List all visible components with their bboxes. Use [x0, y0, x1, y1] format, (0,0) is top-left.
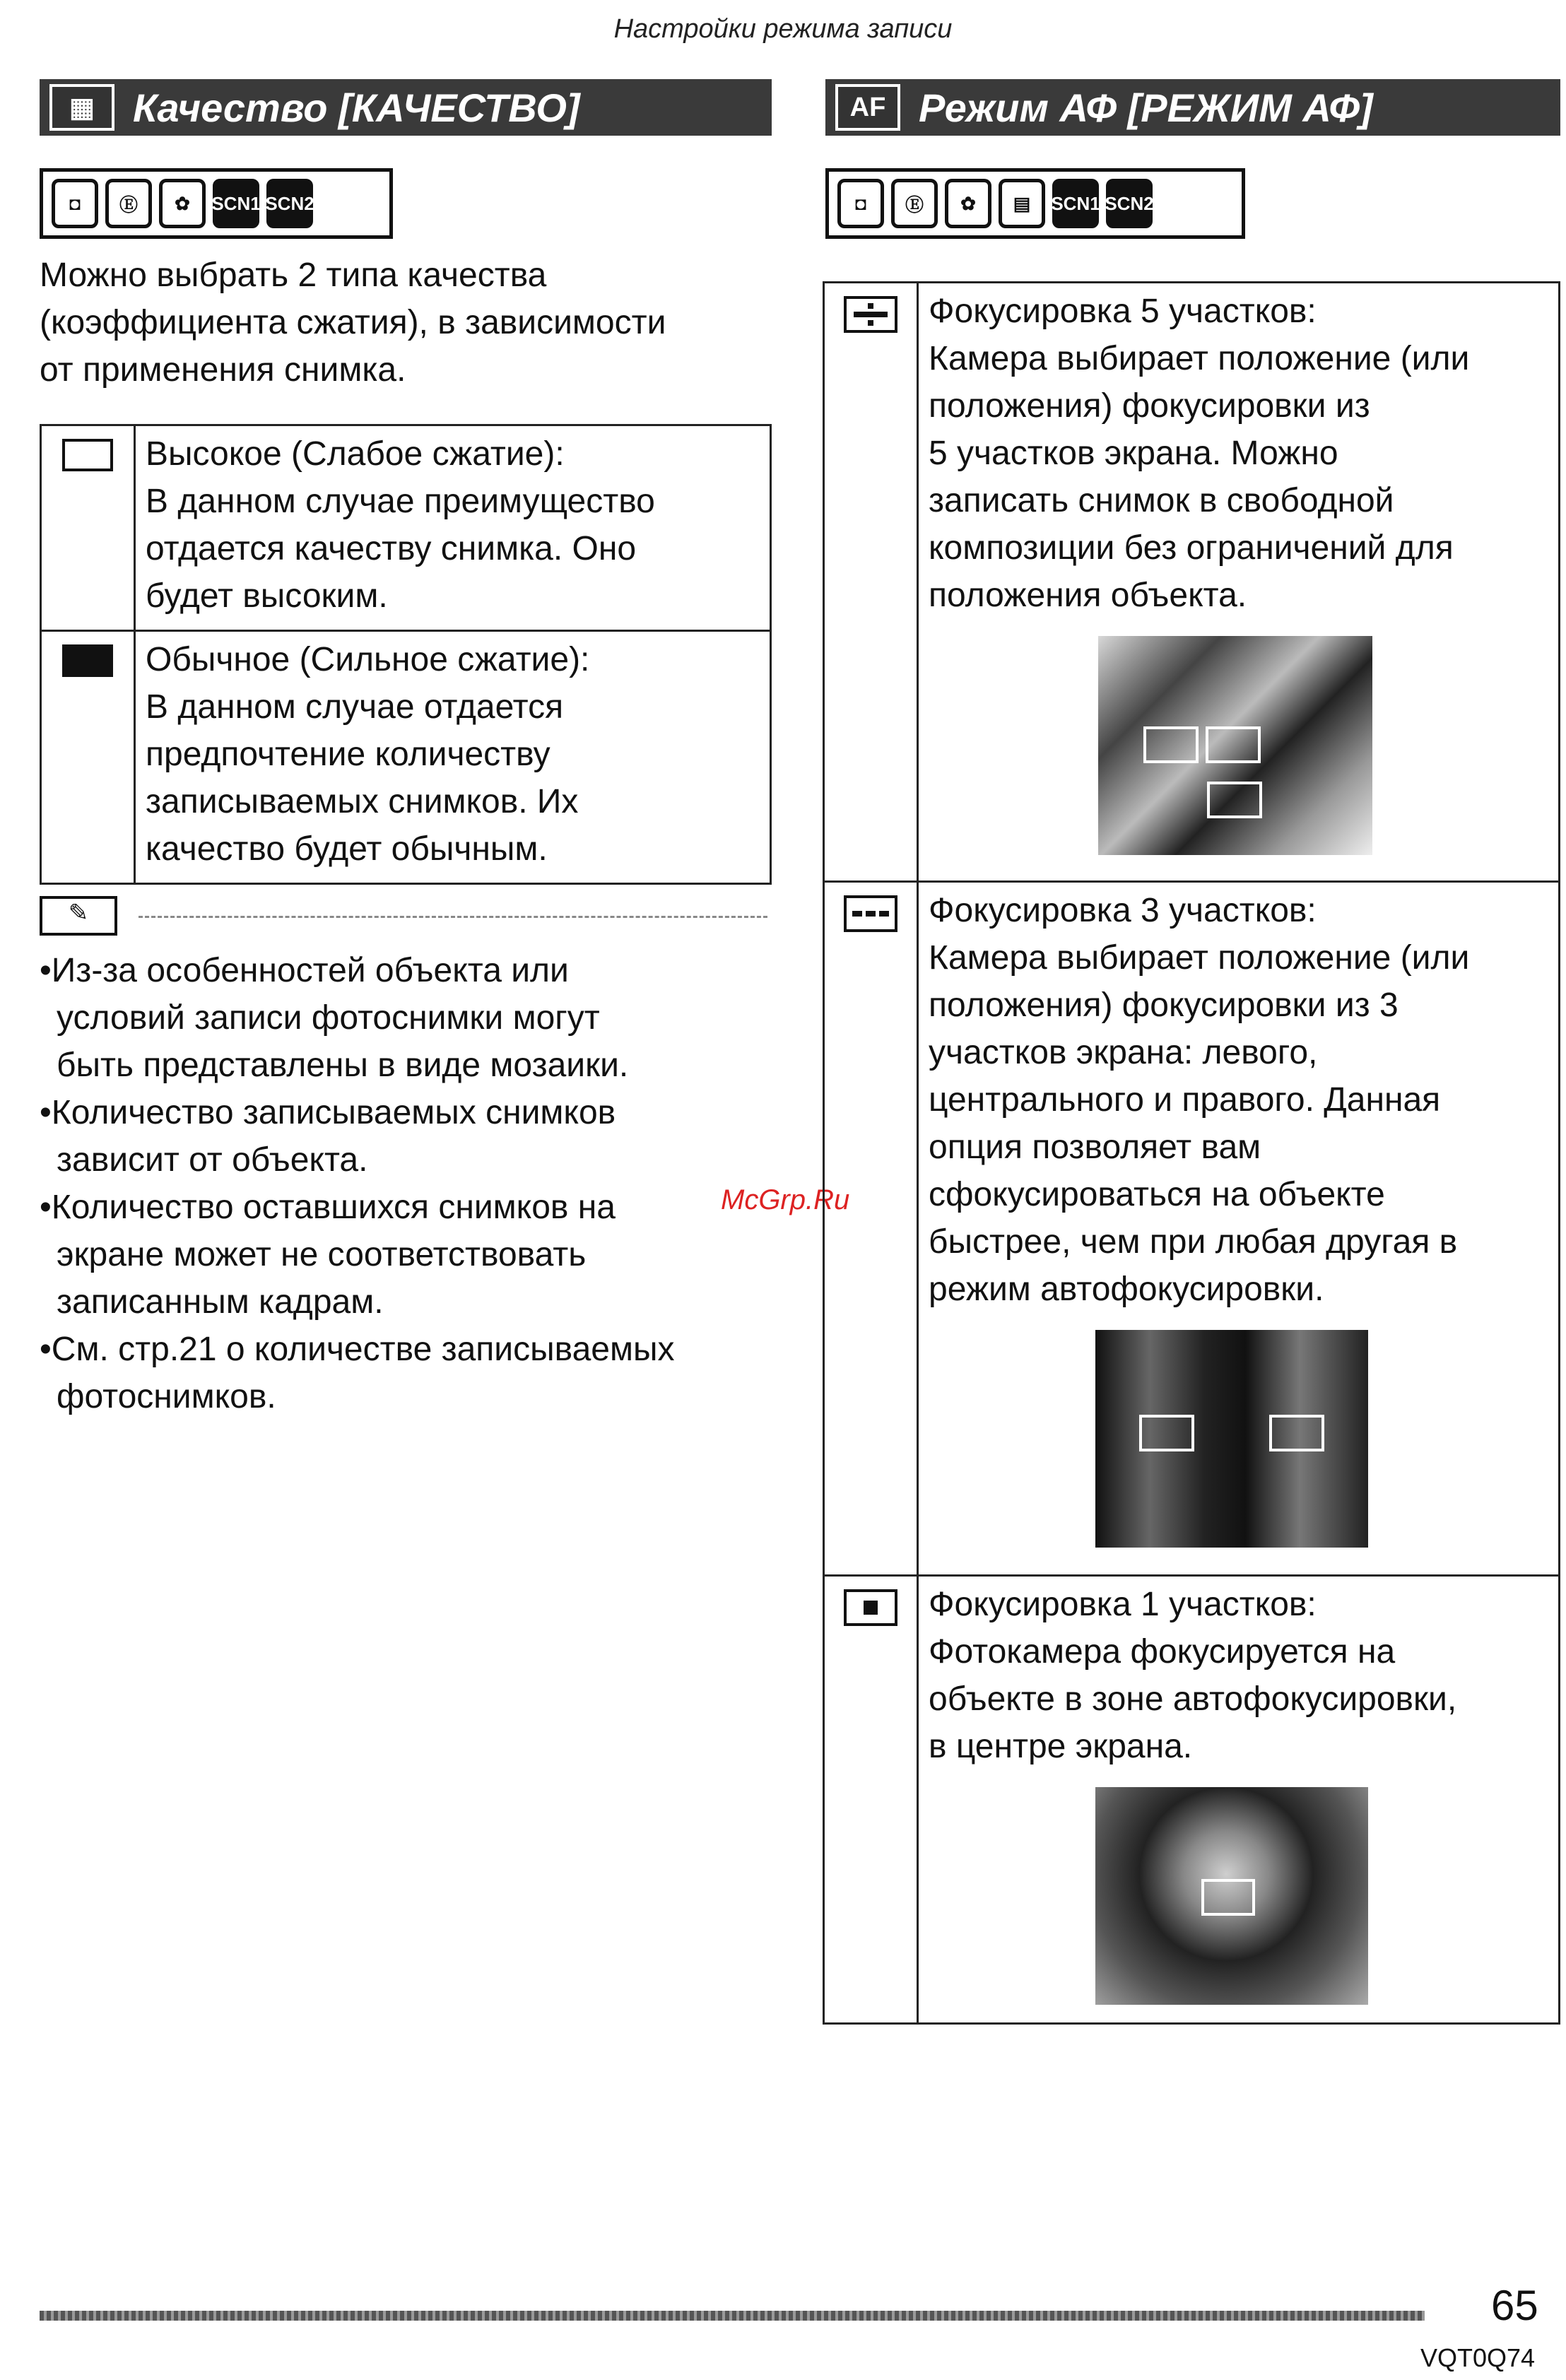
note-item: •Количество оставшихся снимков на экране может не соответствовать записанным кадрам. — [40, 1189, 616, 1321]
af-3-area-icon — [844, 895, 897, 932]
footer-rule — [40, 2311, 1425, 2321]
af-mode-icons — [825, 168, 1245, 239]
economy-mode-icon: Ⓔ — [891, 179, 938, 228]
note-item: •См. стр.21 о количестве записываемых фотоснимков. — [40, 1331, 675, 1415]
note-icon: ✎ — [40, 896, 117, 936]
scn1-mode-icon: SCN1 — [1052, 179, 1099, 228]
quality-mode-icons — [40, 168, 393, 239]
quality-intro: Можно выбрать 2 типа качества (коэффициента сжатия), в зависимости от применения снимка. — [40, 257, 666, 389]
af-option-1-area: Фокусировка 1 участков: Фотокамера фокусируется на объекте в зоне автофокусировки, в центре экрана. — [824, 1576, 1560, 2024]
note-item: •Из-за особенностей объекта или условий записи фотоснимки могут быть представлены в виде мозаики. — [40, 952, 629, 1084]
camera-mode-icon: ◘ — [52, 179, 98, 228]
scn2-mode-icon: SCN2 — [266, 179, 313, 228]
af-1-area-icon — [844, 1589, 897, 1626]
movie-mode-icon: ▤ — [999, 179, 1045, 228]
macro-mode-icon: ✿ — [945, 179, 991, 228]
quality-notes — [40, 947, 817, 1420]
scn1-mode-icon: SCN1 — [213, 179, 259, 228]
scn2-mode-icon: SCN2 — [1106, 179, 1153, 228]
af-1-area-photo — [1095, 1787, 1368, 2005]
quality-icon: ▦ — [49, 84, 114, 131]
quality-option-high: Высокое (Слабое сжатие): В данном случае преимущество отдается качеству снимка. Оно будет высоким. — [41, 425, 771, 631]
af-icon: AF — [835, 84, 900, 131]
af-option-3-area: Фокусировка 3 участков: Камера выбирает положение (или положения) фокусировки из 3 участков экрана: левого, центрального и правого. Данная опция позволяет вам сфокусироваться на объекте быстрее, чем при любая другая в режим автофокусировки. — [824, 882, 1560, 1576]
af-5-area-icon — [844, 296, 897, 333]
af-title: Режим АФ [РЕЖИМ АФ] — [919, 85, 1373, 130]
af-3-area-photo — [1095, 1330, 1368, 1548]
quality-title: Качество [КАЧЕСТВО] — [133, 85, 580, 130]
running-header: Настройки режима записи — [613, 14, 953, 44]
af-section-header — [825, 79, 1560, 136]
watermark: McGrp.Ru — [721, 1184, 850, 1215]
page-number: 65 — [1491, 2282, 1538, 2329]
quality-high-icon — [62, 439, 113, 471]
af-options-table — [823, 281, 1560, 2025]
note-divider — [139, 916, 767, 918]
economy-mode-icon: Ⓔ — [105, 179, 152, 228]
quality-section-header — [40, 79, 772, 136]
af-option-5-area: Фокусировка 5 участков: Камера выбирает положение (или положения) фокусировки из 5 участков экрана. Можно записать снимок в свободной композиции без ограничений для положения объекта. — [824, 283, 1560, 882]
macro-mode-icon: ✿ — [159, 179, 206, 228]
quality-options-table — [40, 424, 772, 885]
camera-mode-icon: ◘ — [837, 179, 884, 228]
note-item: •Количество записываемых снимков зависит от объекта. — [40, 1094, 616, 1179]
quality-standard-icon — [62, 644, 113, 677]
quality-option-standard: Обычное (Сильное сжатие): В данном случае отдается предпочтение количеству записываемых снимков. Их качество будет обычным. — [41, 631, 771, 884]
af-5-area-photo — [1098, 636, 1372, 855]
document-code: VQT0Q74 — [1420, 2343, 1536, 2372]
